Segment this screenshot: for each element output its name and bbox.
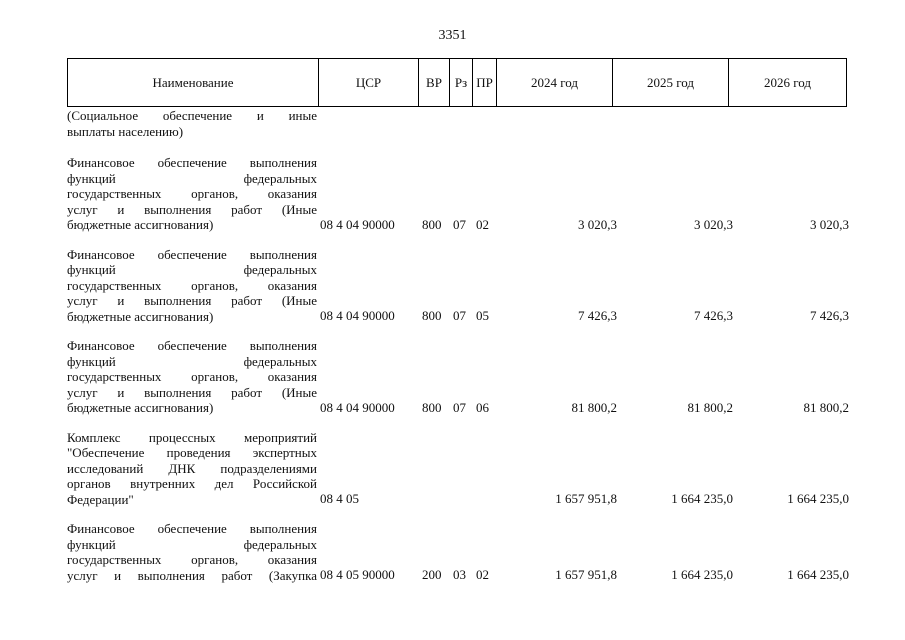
header-2026: 2026 год <box>729 59 847 107</box>
cell-csr: 08 4 05 90000 <box>320 567 395 582</box>
cell-pr: 02 <box>476 567 489 582</box>
cell-rz: 07 <box>453 216 466 232</box>
cell-vr: 800 <box>422 308 442 323</box>
row-name-line: функций федеральных <box>67 262 317 277</box>
cell-rz: 07 <box>453 399 466 415</box>
header-rz: Рз <box>450 59 473 107</box>
cell-pr: 02 <box>476 216 489 232</box>
cell-pr: 06 <box>476 399 489 415</box>
row-values <box>67 217 851 233</box>
cell-2024: 7 426,3 <box>578 308 617 323</box>
row-values <box>67 400 851 416</box>
row-name-line: (Социальное обеспечение и иные <box>67 108 317 123</box>
header-name: Наименование <box>68 59 319 107</box>
cell-vr: 800 <box>422 216 442 232</box>
header-pr: ПР <box>473 59 497 107</box>
row-name-line: исследований ДНК подразделениями <box>67 460 317 476</box>
table-row <box>67 155 851 233</box>
row-name-line: бюджетные ассигнования) <box>67 308 214 324</box>
row-name-line: выплаты населению) <box>67 123 184 139</box>
cell-2025: 7 426,3 <box>694 308 733 323</box>
row-name-line: функций федеральных <box>67 353 317 369</box>
cell-2025: 1 664 235,0 <box>671 491 733 506</box>
cell-csr: 08 4 05 <box>320 491 359 506</box>
cell-2025: 3 020,3 <box>694 216 733 232</box>
header-2025: 2025 год <box>613 59 729 107</box>
row-values <box>67 491 851 507</box>
table-row <box>67 430 851 508</box>
row-name-line: Финансовое обеспечение выполнения <box>67 246 317 262</box>
table-row <box>67 338 851 416</box>
row-values <box>67 567 851 583</box>
cell-csr: 08 4 04 90000 <box>320 216 395 232</box>
header-vr: ВР <box>419 59 450 107</box>
row-name-line: Финансовое обеспечение выполнения <box>67 338 317 353</box>
row-name-line: услуг и выполнения работ (Иные <box>67 201 317 217</box>
row-name-line: государственных органов, оказания <box>67 552 317 567</box>
row-name-line: Финансовое обеспечение выполнения <box>67 521 317 536</box>
row-name-line: государственных органов, оказания <box>67 277 317 293</box>
cell-2025: 1 664 235,0 <box>671 567 733 582</box>
cell-vr: 800 <box>422 399 442 415</box>
cell-2024: 3 020,3 <box>578 216 617 232</box>
header-2024: 2024 год <box>497 59 613 107</box>
row-name-line: государственных органов, оказания <box>67 186 317 201</box>
row-name-line: бюджетные ассигнования) <box>67 400 214 415</box>
cell-2024: 1 657 951,8 <box>555 567 617 582</box>
table-row <box>67 108 851 139</box>
cell-2025: 81 800,2 <box>687 399 733 415</box>
row-name-line: функций федеральных <box>67 170 317 186</box>
row-name-line: услуг и выполнения работ (Иные <box>67 384 317 400</box>
cell-2026: 1 664 235,0 <box>787 491 849 506</box>
cell-csr: 08 4 04 90000 <box>320 399 395 415</box>
row-name-line: услуг и выполнения работ (Закупка <box>67 567 317 583</box>
cell-csr: 08 4 04 90000 <box>320 308 395 323</box>
row-values <box>67 123 851 139</box>
cell-vr: 200 <box>422 567 442 582</box>
row-name-line: услуг и выполнения работ (Иные <box>67 293 317 308</box>
row-name-line: бюджетные ассигнования) <box>67 217 214 232</box>
table-row <box>67 521 851 583</box>
row-name-line: государственных органов, оказания <box>67 369 317 384</box>
cell-rz: 03 <box>453 567 466 582</box>
cell-pr: 05 <box>476 308 489 323</box>
cell-2026: 81 800,2 <box>803 399 849 415</box>
cell-2024: 81 800,2 <box>571 399 617 415</box>
cell-rz: 07 <box>453 308 466 323</box>
row-name-line: Федерации" <box>67 491 134 507</box>
row-values <box>67 308 851 324</box>
page-number: 3351 <box>438 28 467 43</box>
table-body <box>67 108 851 597</box>
table-header <box>67 58 847 107</box>
row-name-line: Комплекс процессных мероприятий <box>67 429 317 445</box>
row-name-line: органов внутренних дел Российской <box>67 476 317 491</box>
cell-2026: 7 426,3 <box>810 308 849 323</box>
row-name-line: Финансовое обеспечение выполнения <box>67 155 317 170</box>
cell-2026: 1 664 235,0 <box>787 567 849 582</box>
cell-2026: 3 020,3 <box>810 216 849 232</box>
row-name-line: "Обеспечение проведения экспертных <box>67 445 317 460</box>
cell-2024: 1 657 951,8 <box>555 491 617 506</box>
row-name-line: функций федеральных <box>67 536 317 552</box>
header-csr: ЦСР <box>319 59 419 107</box>
table-row <box>67 247 851 325</box>
